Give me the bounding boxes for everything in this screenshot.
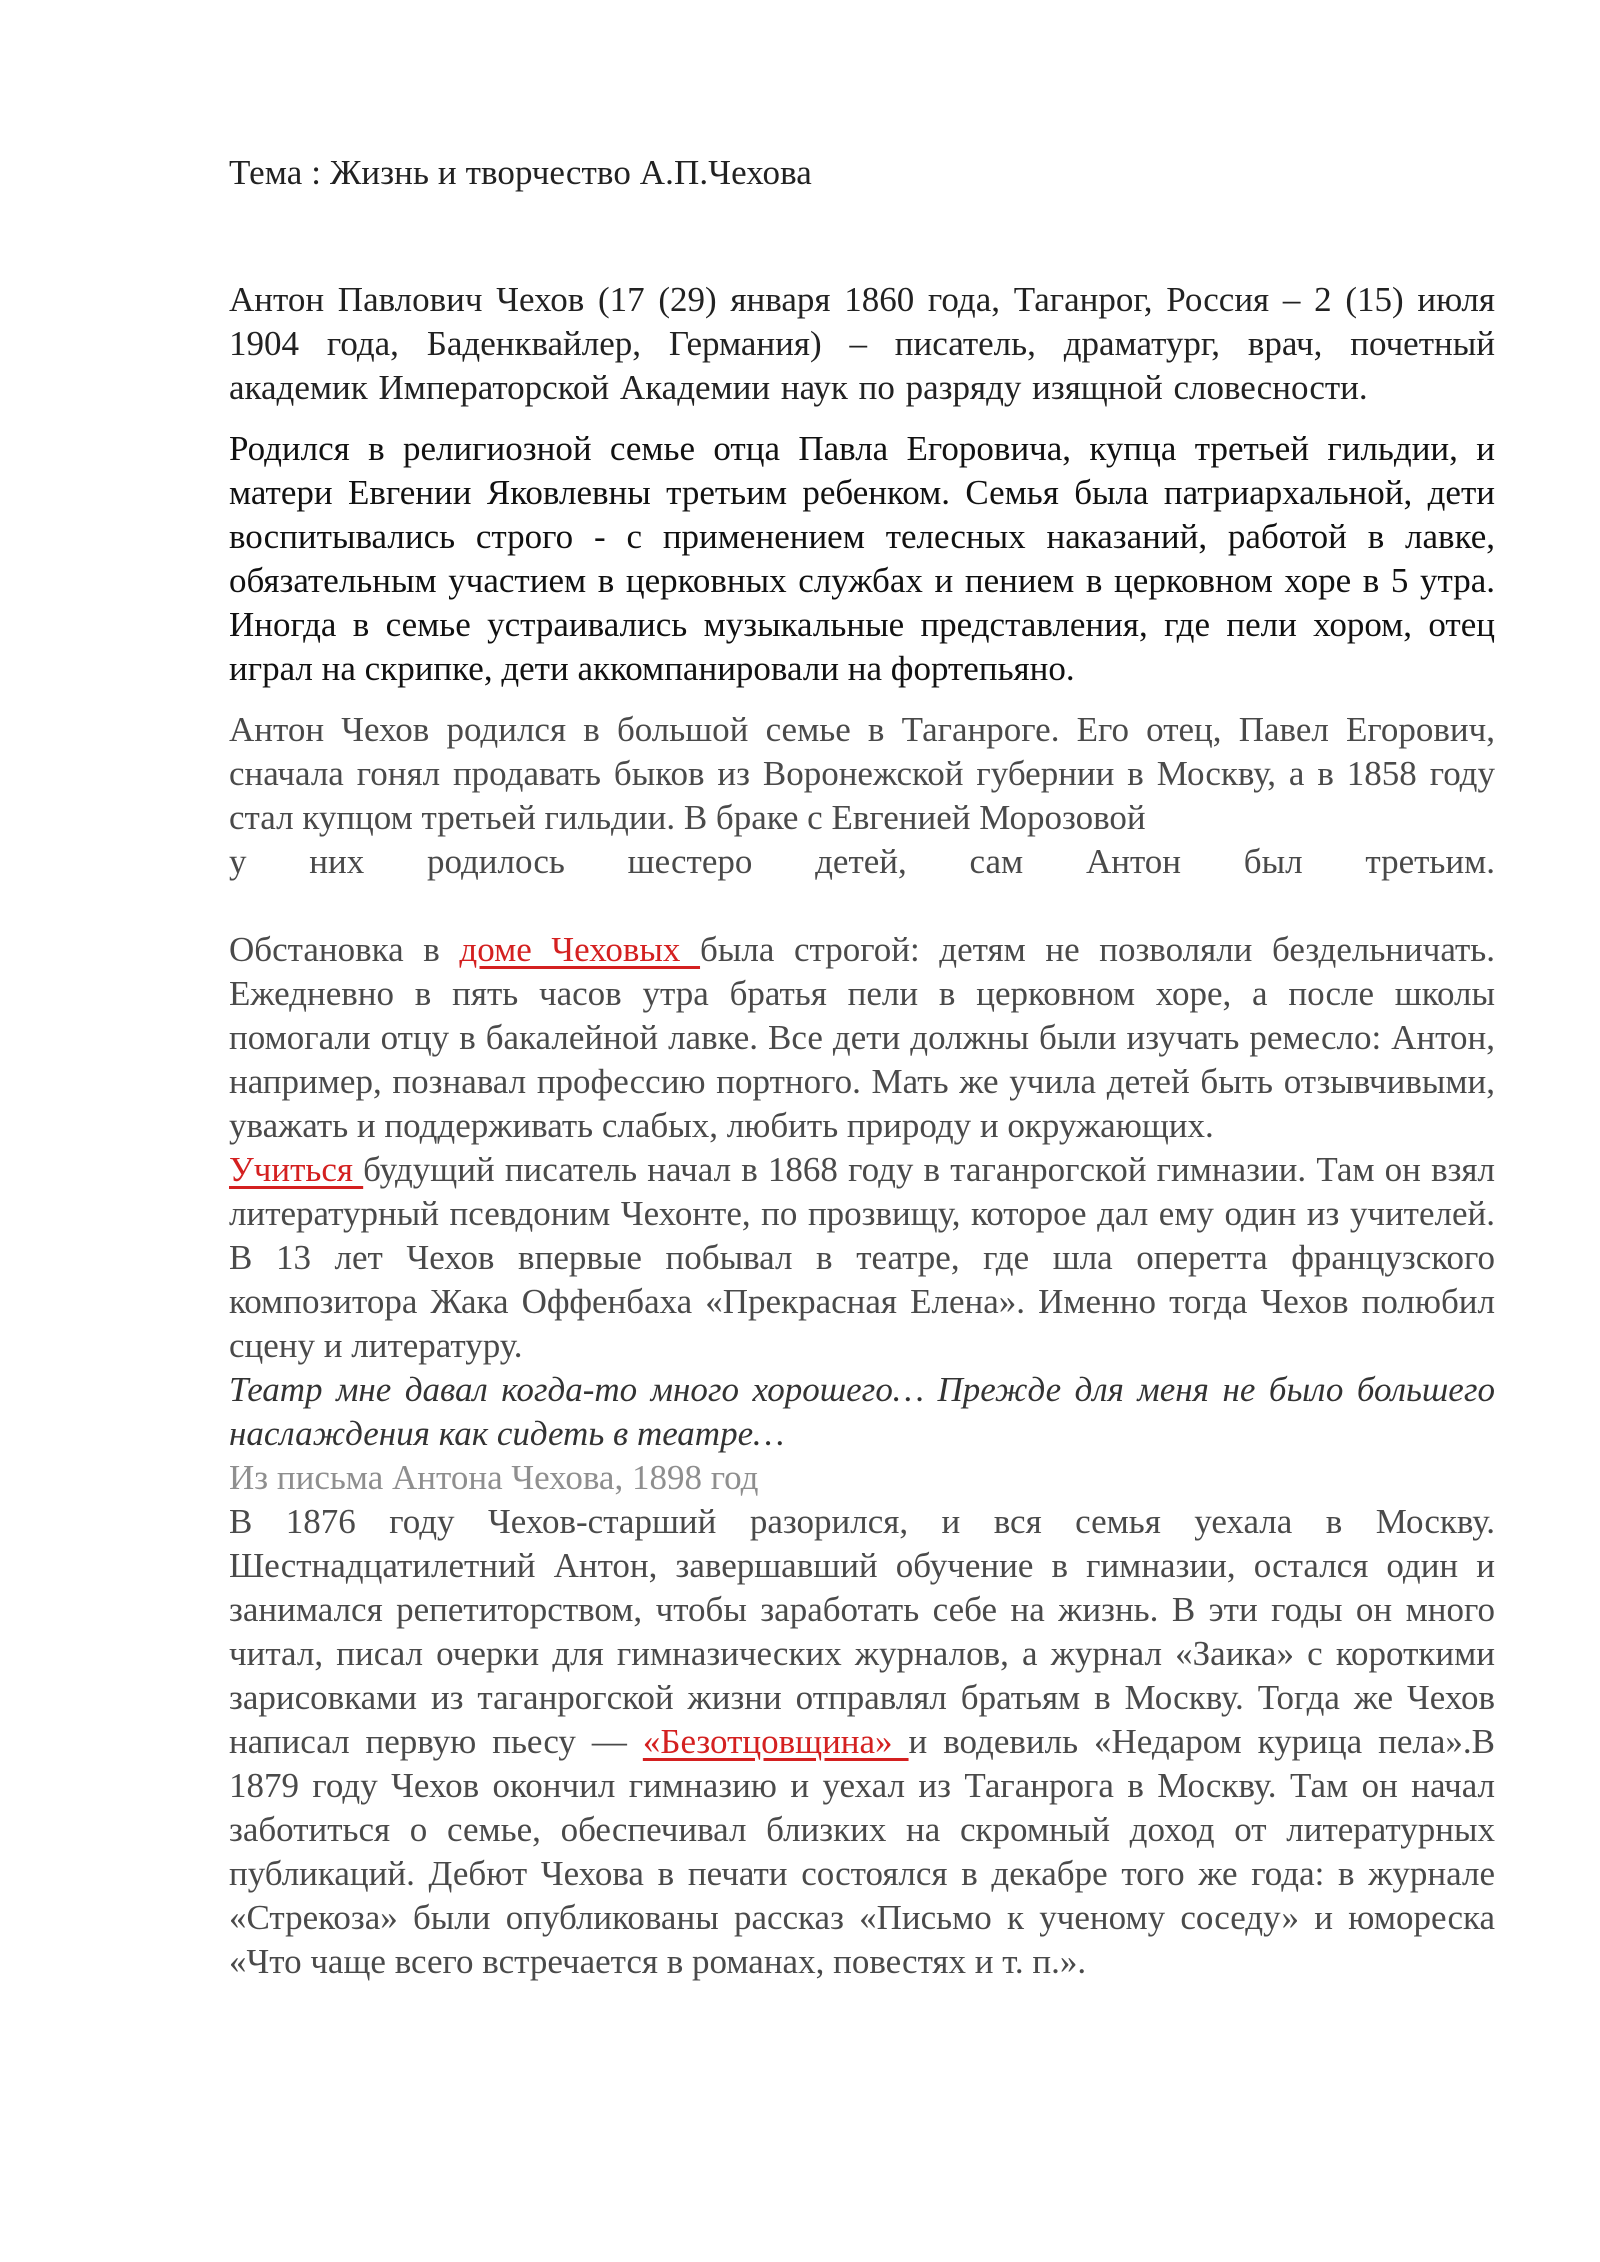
study-link[interactable]: Учиться [229,1150,364,1189]
theatre-quote: Театр мне давал когда-то много хорошего… Прежде для меня не было большего наслаждения как сидеть в театре… [229,1370,1495,1453]
moscow-text-before: В 1876 году Чехов-старший разорился, и вся семья уехала в Москву. Шестнадцатилетний Антон, завершавший обучение в гимназии, остался один и занимался репетиторством, чтобы заработать себе на жизнь. В эти годы он много читал, писал очерки для гимназических журналов, а журнал «Заика» с короткими зарисовками из таганрогской жизни отправлял братьям в Москву. Тогда же Чехов написал первую пьесу — [229,1502,1495,1761]
home-paragraph [229,928,1495,1148]
bezottsovshchina-link[interactable]: «Безотцовщина» [642,1722,909,1761]
home-text-before: Обстановка в [229,930,460,969]
study-paragraph [229,1148,1495,1368]
home-text-after: была строгой: детям не позволяли бездельничать. Ежедневно в пять часов утра братья пели в церковном хоре, а после школы помогали отцу в бакалейной лавке. Все дети должны были изучать ремесло: Антон, например, познавал профессию портного. Мать же учила детей быть отзывчивыми, уважать и поддерживать слабых, любить природу и окружающих. [229,930,1495,1145]
birth-text: Антон Чехов родился в большой семье в Таганроге. Его отец, Павел Егорович, сначала гонял продавать быков из Воронежской губернии в Москву, а в 1858 году стал купцом третьей гильдии. В браке с Евгенией Морозовой [229,710,1495,837]
intro-paragraph: Антон Павлович Чехов (17 (29) января 1860 года, Таганрог, Россия – 2 (15) июля 1904 года, Баденквайлер, Германия) – писатель, драматург, врач, почетный академик Императорской Академии наук по разряду изящной словесности. [229,280,1495,407]
document-body [229,0,1495,1984]
moscow-paragraph [229,1500,1495,1984]
document-title: Тема : Жизнь и творчество А.П.Чехова [229,153,812,192]
moscow-text-after: и водевиль «Недаром курица пела».В 1879 году Чехов окончил гимназию и уехал из Таганрога в Москву. Там он начал заботиться о семье, обеспечивал близких на скромный доход от литературных публикаций. Дебют Чехова в печати состоялся в декабре того же года: в журнале «Стрекоза» были опубликованы рассказ «Письмо к ученому соседу» и юмореска «Что чаще всего встречается в романах, повестях и т. п.». [229,1722,1496,1981]
study-text: будущий писатель начал в 1868 году в таганрогской гимназии. Там он взял литературный псевдоним Чехонте, по прозвищу, которое дал ему один из учителей. В 13 лет Чехов впервые побывал в театре, где шла оперетта французского композитора Жака Оффенбаха «Прекрасная Елена». Именно тогда Чехов полюбил сцену и литературу. [229,1150,1495,1365]
family-paragraph: Родился в религиозной семье отца Павла Егоровича, купца третьей гильдии, и матери Евгении Яковлевны третьим ребенком. Семья была патриархальной, дети воспитывались строго - с применением телесных наказаний, работой в лавке, обязательным участием в церковных службах и пением в церковном хоре в 5 утра. Иногда в семье устраивались музыкальные представления, где пели хором, отец играл на скрипке, дети аккомпанировали на фортепьяно. [229,429,1495,688]
birth-paragraph [229,708,1495,884]
chekhov-house-link[interactable]: доме Чеховых [459,930,701,969]
quote-source: Из письма Антона Чехова, 1898 год [229,1458,759,1497]
birth-last-line: у них родилось шестеро детей, сам Антон был третьим. [229,842,1495,881]
